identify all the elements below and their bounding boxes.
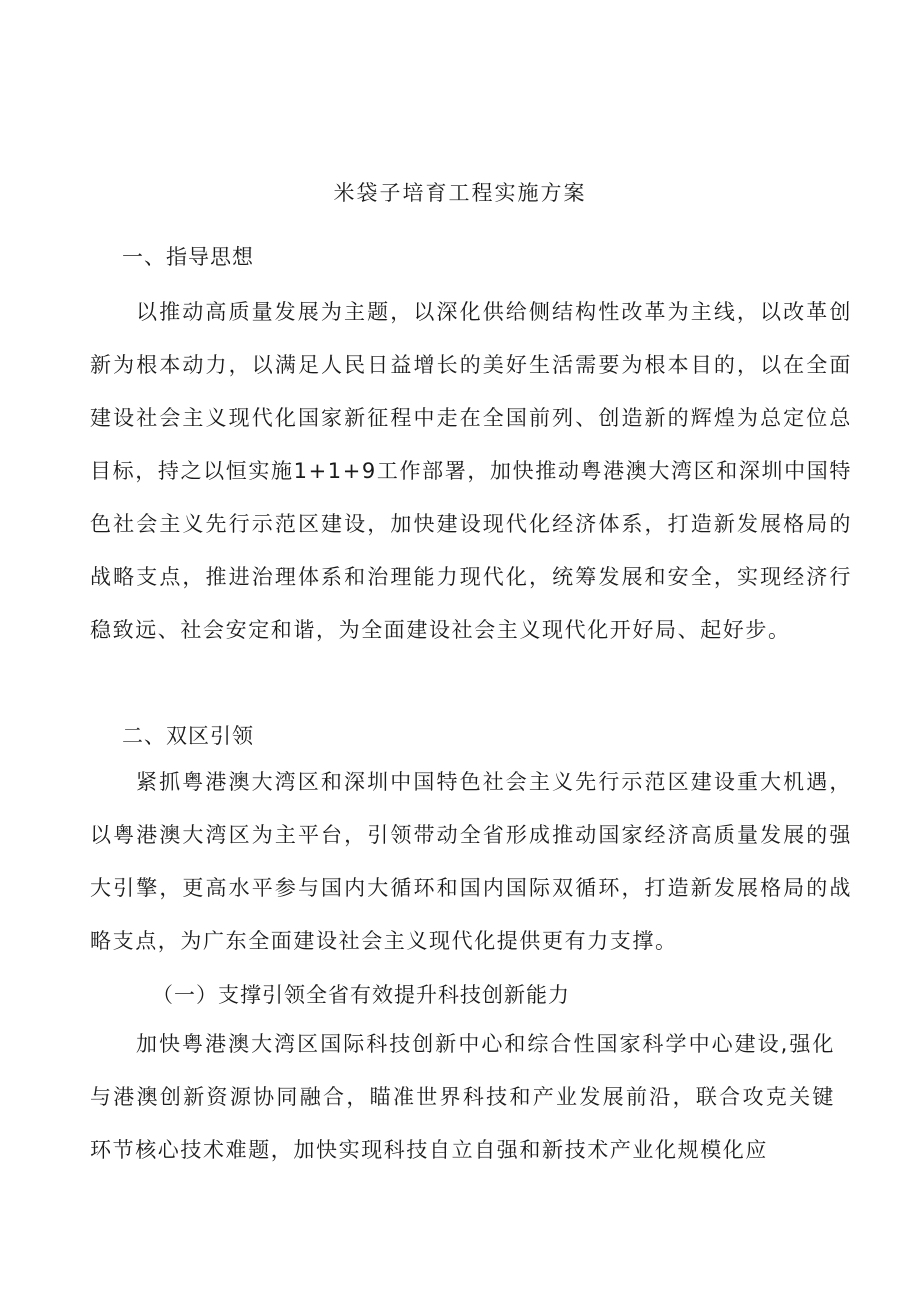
document-title: 米袋子培育工程实施方案 <box>333 181 587 205</box>
subsection-paragraph-tech-innovation: 加快粤港澳大湾区国际科技创新中心和综合性国家科学中心建设,强化与港澳创新资源协同融合，瞄准世界科技和产业发展前沿，联合攻克关键环节核心技术难题，加快实现科技自立自强和新技术产业化规模化应 <box>90 1032 835 1162</box>
section-heading-guiding-ideology: 一、指导思想 <box>122 245 254 269</box>
section-paragraph-guiding-ideology: 以推动高质量发展为主题，以深化供给侧结构性改革为主线，以改革创新为根本动力，以满足人民日益增长的美好生活需要为根本目的，以在全面建设社会主义现代化国家新征程中走在全国前列、创造新的辉煌为总定位总目标，持之以恒实施1+1+9工作部署，加快推动粤港澳大湾区和深圳中国特色社会主义先行示范区建设，加快建设现代化经济体系，打造新发展格局的战略支点，推进治理体系和治理能力现代化，统筹发展和安全，实现经济行稳致远、社会安定和谐，为全面建设社会主义现代化开好局、起好步。 <box>90 300 852 642</box>
section-heading-dual-zone-leadership: 二、双区引领 <box>122 724 254 748</box>
subsection-heading-tech-innovation: （一）支撑引领全省有效提升科技创新能力 <box>152 983 570 1007</box>
section-paragraph-dual-zone-leadership: 紧抓粤港澳大湾区和深圳中国特色社会主义先行示范区建设重大机遇，以粤港澳大湾区为主平台，引领带动全省形成推动国家经济高质量发展的强大引擎，更高水平参与国内大循环和国内国际双循环，打造新发展格局的战略支点，为广东全面建设社会主义现代化提供更有力支撑。 <box>90 770 852 953</box>
